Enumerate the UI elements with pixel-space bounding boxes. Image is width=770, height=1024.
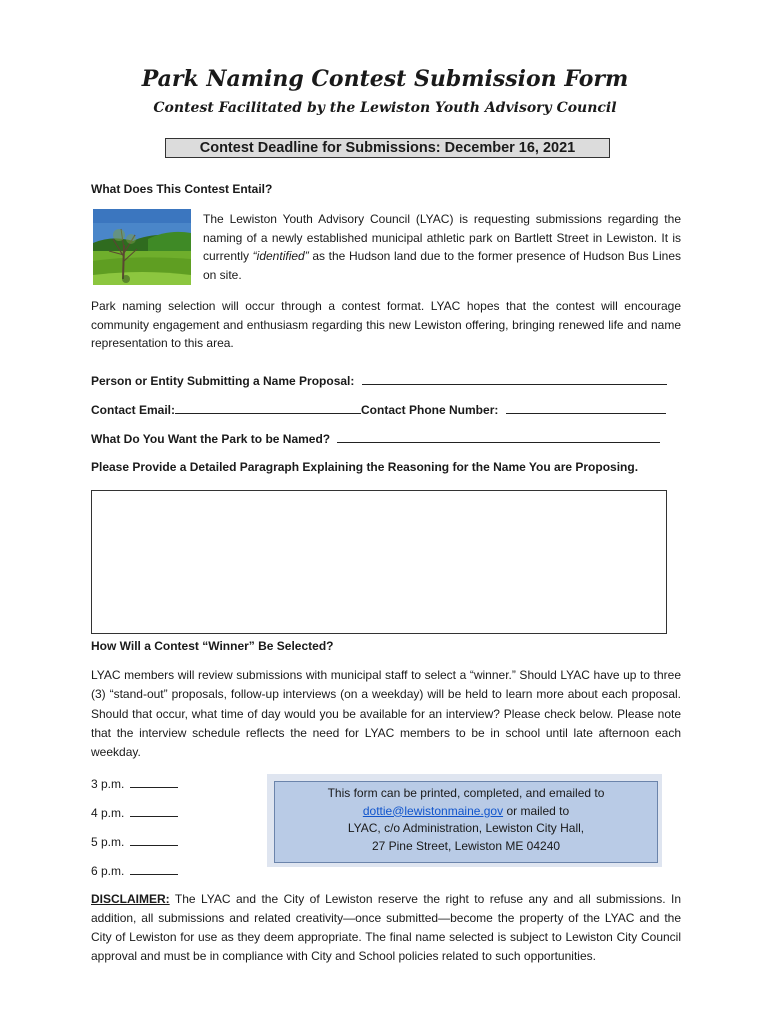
form-subtitle: Contest Facilitated by the Lewiston Youth Advisory Council <box>153 100 617 116</box>
phone-label: Contact Phone Number: <box>361 403 499 417</box>
contact-line-1: This form can be printed, completed, and emailed to <box>327 786 605 800</box>
time-label: 4 p.m. <box>91 806 125 820</box>
park-name-input-line[interactable] <box>337 430 660 443</box>
time-option-6pm[interactable] <box>91 863 178 878</box>
contest-description: Park naming selection will occur through a contest format. LYAC hopes that the contest will encourage community engagement and enthusiasm regarding this new Lewiston offering, bringing renewed life and name representation to this area. <box>91 299 681 350</box>
person-label: Person or Entity Submitting a Name Proposal: <box>91 374 355 388</box>
checkbox-line[interactable] <box>130 834 178 846</box>
contact-line-2 <box>275 803 657 821</box>
person-input-line[interactable] <box>362 372 667 385</box>
checkbox-line[interactable] <box>130 805 178 817</box>
reasoning-textarea[interactable] <box>91 490 667 634</box>
time-label: 3 p.m. <box>91 777 125 791</box>
disclaimer-text: The LYAC and the City of Lewiston reserve the right to refuse any and all submissions. In addition, all submissions and related creativity—once submitted—become the property of the LYAC and the City of Lewiston for use as they deem appropriate. The final name selected is subject to Lewiston City Council approval and must be in compliance with City and School policies related to such opportunities. <box>91 892 681 963</box>
selection-description: LYAC members will review submissions with municipal staff to select a “winner.” Should LYAC have up to three (3) “stand-out” proposals, follow-up interviews (on a weekday) will be held to learn more about each proposal. Should that occur, what time of day would you be available for an interview? Please check below. Please note that the interview schedule reflects the need for LYAC members to be in school until late afternoon each weekday. <box>91 668 681 760</box>
time-label: 5 p.m. <box>91 835 125 849</box>
park-name-field <box>91 430 660 446</box>
person-field <box>91 372 667 388</box>
email-input-line[interactable] <box>175 401 361 414</box>
form-title: Park Naming Contest Submission Form <box>141 66 629 92</box>
checkbox-line[interactable] <box>130 776 178 788</box>
time-option-5pm[interactable] <box>91 834 178 849</box>
email-label: Contact Email: <box>91 403 176 417</box>
contact-field <box>91 401 666 417</box>
phone-input-line[interactable] <box>506 401 666 414</box>
disclaimer-label: DISCLAIMER: <box>91 892 170 906</box>
section-heading-winner: How Will a Contest “Winner” Be Selected? <box>91 639 334 653</box>
email-link[interactable]: dottie@lewistonmaine.gov <box>362 803 504 818</box>
checkbox-line[interactable] <box>130 863 178 875</box>
contest-intro <box>203 210 681 284</box>
time-option-3pm[interactable] <box>91 776 178 791</box>
contact-box <box>274 781 658 863</box>
contact-line-3: LYAC, c/o Administration, Lewiston City Hall, <box>347 821 585 835</box>
section-heading-contest: What Does This Contest Entail? <box>91 182 273 196</box>
time-option-4pm[interactable] <box>91 805 178 820</box>
contact-line-2-rest: or mailed to <box>503 803 570 818</box>
reasoning-label: Please Provide a Detailed Paragraph Explaining the Reasoning for the Name You are Proposing. <box>91 460 639 474</box>
park-name-label: What Do You Want the Park to be Named? <box>91 432 331 446</box>
disclaimer <box>91 890 681 966</box>
park-photo <box>93 209 191 285</box>
time-label: 6 p.m. <box>91 864 125 878</box>
intro-text-b: as the Hudson land due to the former presence of Hudson Bus Lines on site. <box>203 249 681 282</box>
intro-identified: “identified” <box>252 249 309 263</box>
intro-text-a: The Lewiston Youth Advisory Council (LYAC) is requesting submissions regarding the naming of a newly established municipal athletic park on Bartlett Street in Lewiston. It is currently <box>203 212 681 263</box>
contact-line-4: 27 Pine Street, Lewiston ME 04240 <box>371 838 561 853</box>
deadline-banner: Contest Deadline for Submissions: December 16, 2021 <box>165 138 610 158</box>
